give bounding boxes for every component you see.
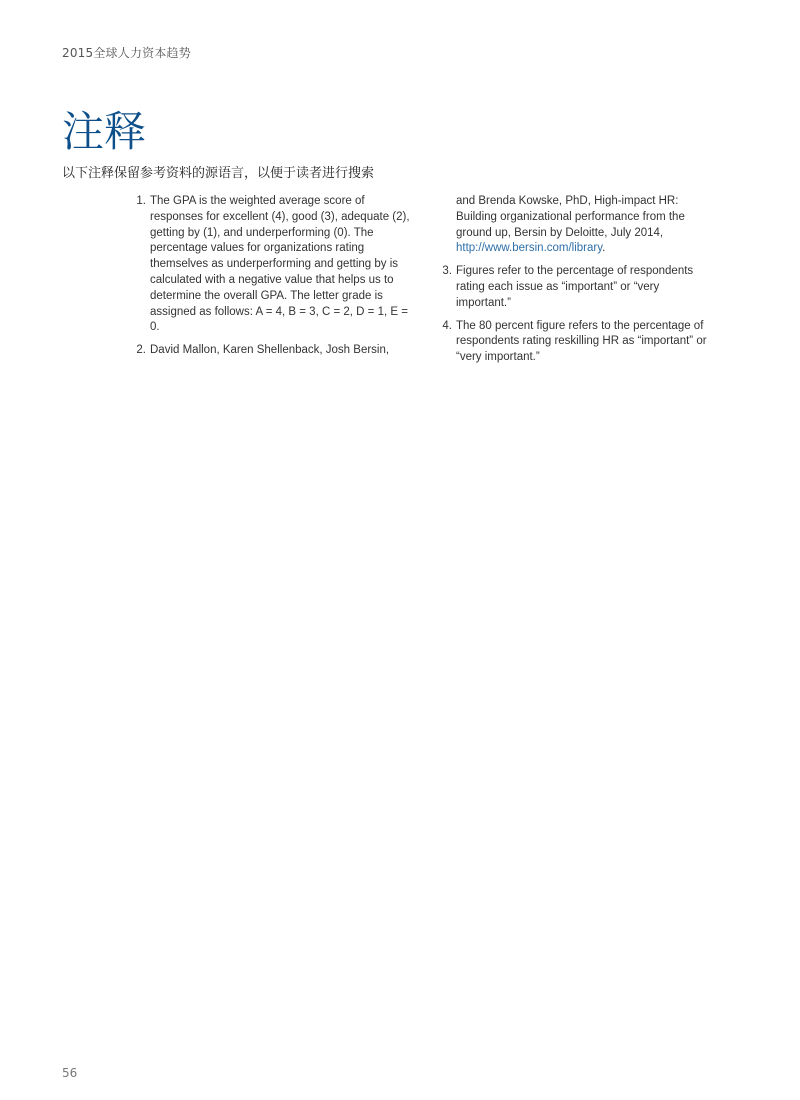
note-number: 2. bbox=[136, 344, 146, 357]
page-number: 56 bbox=[62, 1066, 78, 1080]
note-4 bbox=[434, 319, 716, 366]
note-text: The GPA is the weighted average score of responses for excellent (4), good (3), adequate (2), getting by (1), and underperforming (0). The percentage values for organizations rating themselves as underperforming and getting by is calculated with a negative value that helps us to determine the overall GPA. The letter grade is assigned as follows: A = 4, B = 3, C = 2, D = 1, E = 0. bbox=[150, 195, 410, 334]
note-2 bbox=[128, 343, 410, 359]
note-2-continued bbox=[434, 194, 716, 257]
running-header: 2015全球人力资本趋势 bbox=[62, 46, 191, 60]
notes-column-left bbox=[128, 194, 410, 366]
note-text-end: . bbox=[602, 242, 606, 255]
notes-column-right bbox=[434, 194, 716, 373]
note-3 bbox=[434, 264, 716, 311]
page-subtitle: 以下注释保留参考资料的源语言，以便于读者进行搜索 bbox=[62, 166, 375, 181]
reference-link[interactable]: http://www.bersin.com/library bbox=[456, 242, 603, 255]
page-title: 注释 bbox=[62, 107, 147, 156]
note-number: 3. bbox=[442, 265, 452, 278]
note-text: David Mallon, Karen Shellenback, Josh Bersin, bbox=[150, 344, 390, 357]
note-text: Figures refer to the percentage of respondents rating each issue as “important” or “very important.” bbox=[456, 265, 694, 309]
note-text: and Brenda Kowske, PhD, High-impact HR: Building organizational performance from the ground up, Bersin by Deloitte, July 2014, bbox=[456, 195, 685, 239]
note-number: 1. bbox=[136, 195, 146, 207]
note-number: 4. bbox=[442, 319, 452, 332]
note-text: The 80 percent figure refers to the percentage of respondents rating reskilling HR as “important” or “very important.” bbox=[456, 319, 707, 364]
note-1 bbox=[128, 194, 410, 336]
